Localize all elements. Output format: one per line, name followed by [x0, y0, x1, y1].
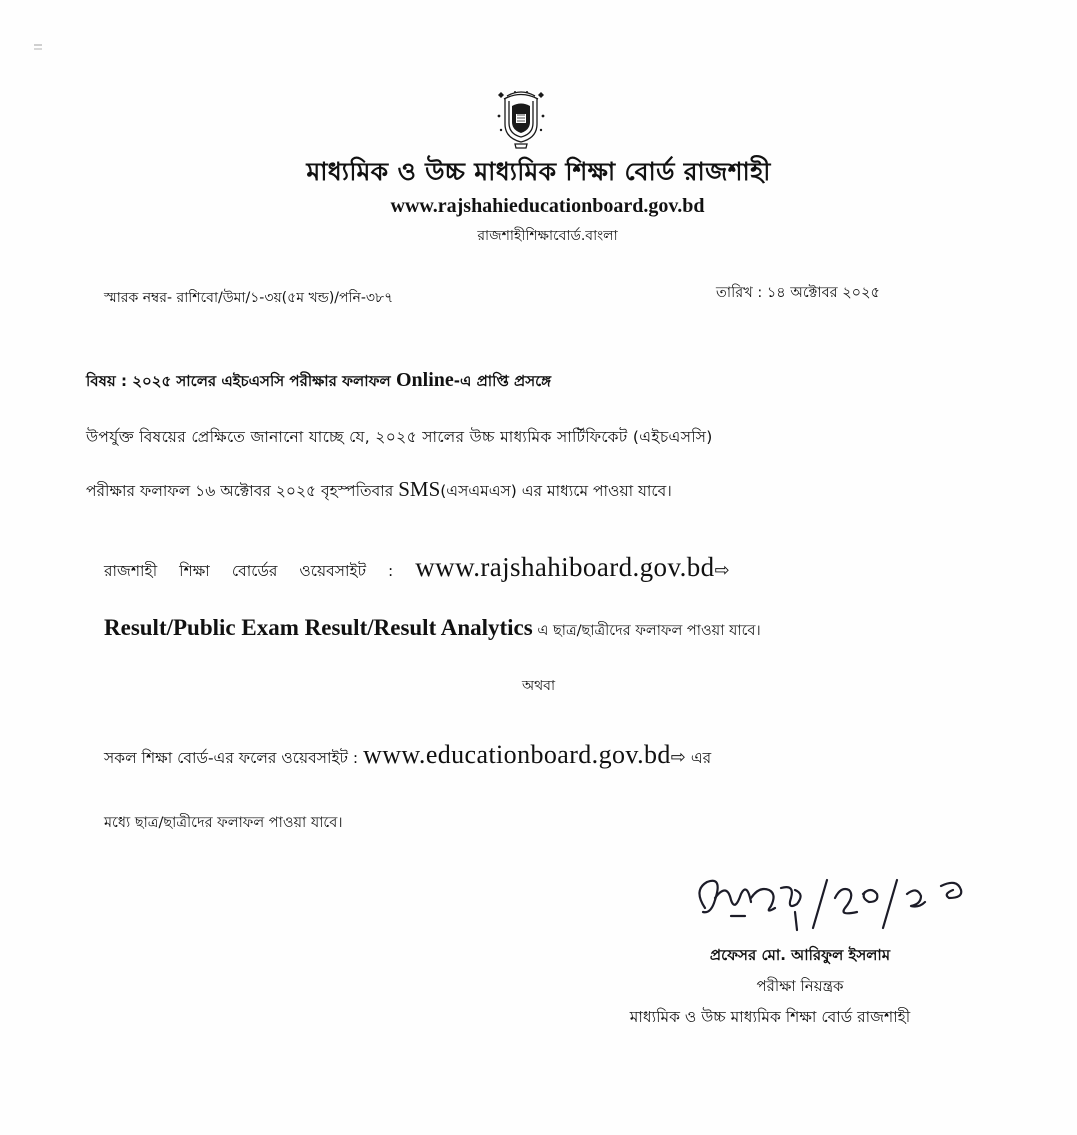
body-line-1: উপর্যুক্ত বিষয়ের প্রেক্ষিতে জানানো যাচ্ছে যে, ২০২৫ সালের উচ্চ মাধ্যমিক সার্টিফিকেট (এইচএসসি) — [86, 428, 713, 446]
organization-website-bangla: রাজশাহীশিক্ষাবোর্ড.বাংলা — [477, 228, 618, 244]
line3-word: শিক্ষা — [179, 562, 210, 580]
line3-word: : — [388, 562, 394, 580]
subject-suffix: -এ প্রাপ্তি প্রসঙ্গে — [453, 372, 552, 390]
subject-online: Online — [395, 369, 454, 391]
body-line-2 — [86, 477, 672, 505]
education-board-url: www.educationboard.gov.bd — [363, 740, 671, 769]
right-arrow-icon: ⇨ — [670, 747, 686, 768]
handwritten-signature-icon — [685, 868, 975, 938]
organization-website: www.rajshahieducationboard.gov.bd — [390, 195, 705, 217]
line5-suffix: এর — [685, 749, 712, 767]
line4-suffix: এ ছাত্র/ছাত্রীদের ফলাফল পাওয়া যাবে। — [532, 623, 761, 639]
line3-word: বোর্ডের — [231, 562, 278, 580]
body-line-5 — [104, 740, 711, 772]
result-menu-path: Result/Public Exam Result/Result Analytics — [104, 615, 533, 640]
line2-prefix: পরীক্ষার ফলাফল ১৬ অক্টোবর ২০২৫ বৃহস্পতিবার — [86, 482, 399, 500]
body-line-4 — [104, 615, 761, 644]
organization-title: মাধ্যমিক ও উচ্চ মাধ্যমিক শিক্ষা বোর্ড রাজশাহী — [306, 157, 771, 186]
scan-mark — [34, 44, 42, 46]
memo-number: স্মারক নম্বর- রাশিবো/উমা/১-৩য়(৫ম খন্ড)/পনি-৩৮৭ — [104, 290, 394, 306]
sms-text: SMS — [398, 477, 441, 501]
notice-date: তারিখ : ১৪ অক্টোবর ২০২৫ — [716, 285, 880, 301]
or-separator: অথবা — [521, 678, 556, 694]
subject-line — [86, 369, 551, 395]
body-line-6: মধ্যে ছাত্র/ছাত্রীদের ফলাফল পাওয়া যাবে। — [104, 815, 343, 831]
body-line-3 — [104, 552, 730, 585]
line3-word: ওয়েবসাইট — [299, 562, 367, 580]
signatory-block — [540, 944, 1000, 1031]
line3-word: রাজশাহী — [104, 562, 158, 580]
line2-suffix: (এসএমএস) এর মাধ্যমে পাওয়া যাবে। — [440, 482, 672, 500]
right-arrow-icon: ⇨ — [714, 560, 730, 581]
subject-prefix: বিষয় : ২০২৫ সালের এইচএসসি পরীক্ষার ফলাফল — [86, 372, 396, 390]
signatory-organization: মাধ্যমিক ও উচ্চ মাধ্যমিক শিক্ষা বোর্ড রাজশাহী — [629, 1008, 911, 1026]
signatory-designation: পরীক্ষা নিয়ন্ত্রক — [756, 977, 844, 995]
signatory-name: প্রফেসর মো. আরিফুল ইসলাম — [709, 946, 891, 964]
line5-prefix: সকল শিক্ষা বোর্ড-এর ফলের ওয়েবসাইট : — [104, 749, 364, 767]
board-emblem-icon — [493, 86, 549, 150]
rajshahi-board-url: www.rajshahiboard.gov.bd — [415, 552, 715, 582]
